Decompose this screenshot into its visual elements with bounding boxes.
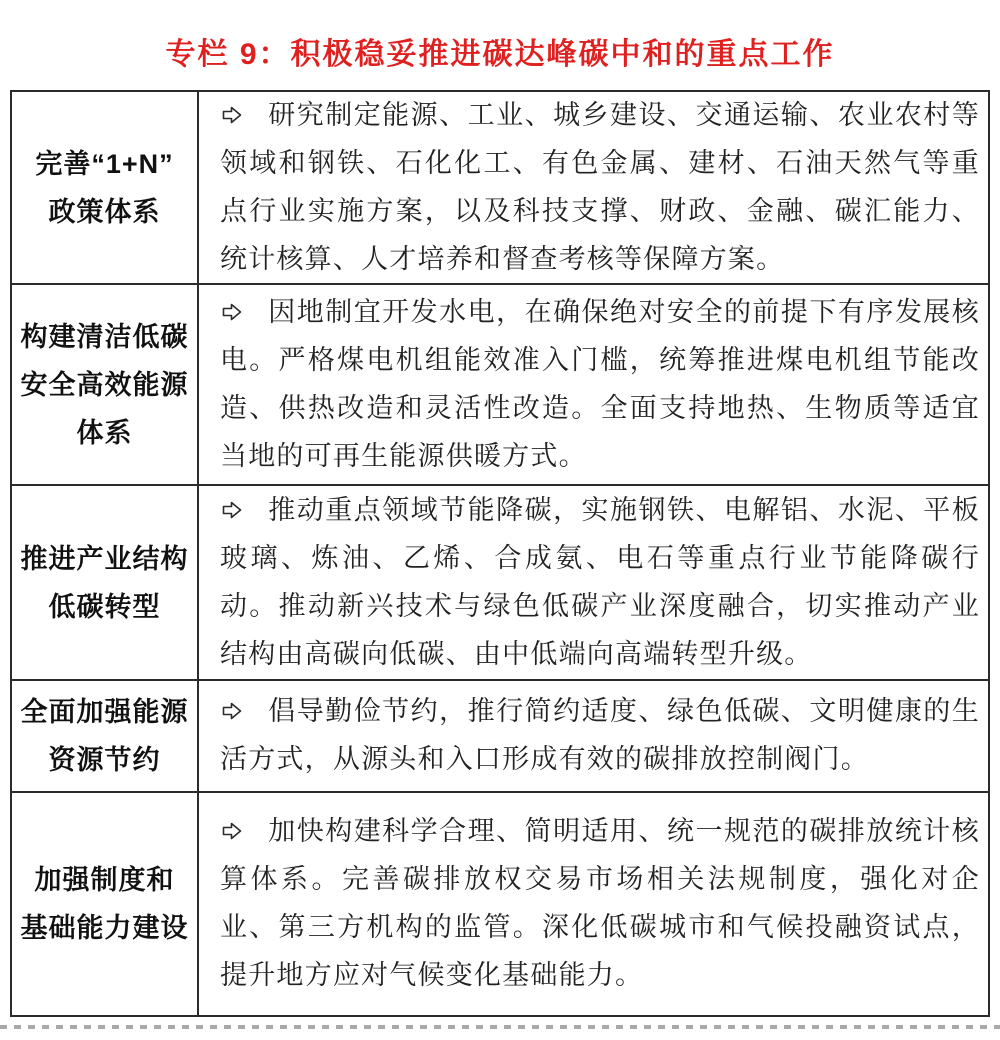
table-row: [12, 484, 988, 679]
arrow-bullet-icon: [220, 104, 244, 126]
arrow-bullet-icon: [220, 820, 244, 842]
row-content: [199, 486, 988, 679]
row-content: [199, 681, 988, 791]
row-text: 倡导勤俭节约，推行简约适度、绿色低碳、文明健康的生活方式，从源头和入口形成有效的碳排放控制阀门。: [220, 696, 980, 775]
row-content: [199, 92, 988, 284]
bottom-dashed-divider: [0, 1025, 1000, 1029]
row-label: 完善“1+N” 政策体系: [12, 92, 199, 284]
table-row: [12, 679, 988, 791]
row-text: 加快构建科学合理、简明适用、统一规范的碳排放统计核算体系。完善碳排放权交易市场相关法规制度，强化对企业、第三方机构的监管。深化低碳城市和气候投融资试点，提升地方应对气候变化基础能力。: [220, 816, 980, 991]
table-row: [12, 92, 988, 283]
row-content: [199, 793, 988, 1015]
arrow-bullet-icon: [220, 700, 244, 722]
policy-table: [10, 90, 990, 1017]
table-row: [12, 791, 988, 1015]
row-text: 因地制宜开发水电，在确保绝对安全的前提下有序发展核电。严格煤电机组能效准入门槛，统筹推进煤电机组节能改造、供热改造和灵活性改造。全面支持地热、生物质等适宜当地的可再生能源供暖方式。: [220, 296, 980, 472]
row-content: [199, 285, 988, 484]
row-label: 全面加强能源 资源节约: [12, 681, 199, 791]
page-title: 专栏 9：积极稳妥推进碳达峰碳中和的重点工作: [165, 38, 835, 71]
row-label: 构建清洁低碳 安全高效能源 体系: [12, 285, 199, 484]
arrow-bullet-icon: [220, 499, 244, 521]
row-label: 加强制度和 基础能力建设: [12, 793, 199, 1015]
row-text: 推动重点领域节能降碳，实施钢铁、电解铝、水泥、平板玻璃、炼油、乙烯、合成氨、电石等重点行业节能降碳行动。推动新兴技术与绿色低碳产业深度融合，切实推动产业结构由高碳向低碳、由中低端向高端转型升级。: [220, 494, 980, 670]
row-label: 推进产业结构 低碳转型: [12, 486, 199, 679]
arrow-bullet-icon: [220, 301, 244, 323]
row-text: 研究制定能源、工业、城乡建设、交通运输、农业农村等领域和钢铁、石化化工、有色金属、建材、石油天然气等重点行业实施方案，以及科技支撑、财政、金融、碳汇能力、统计核算、人才培养和督查考核等保障方案。: [220, 100, 980, 275]
table-row: [12, 283, 988, 484]
